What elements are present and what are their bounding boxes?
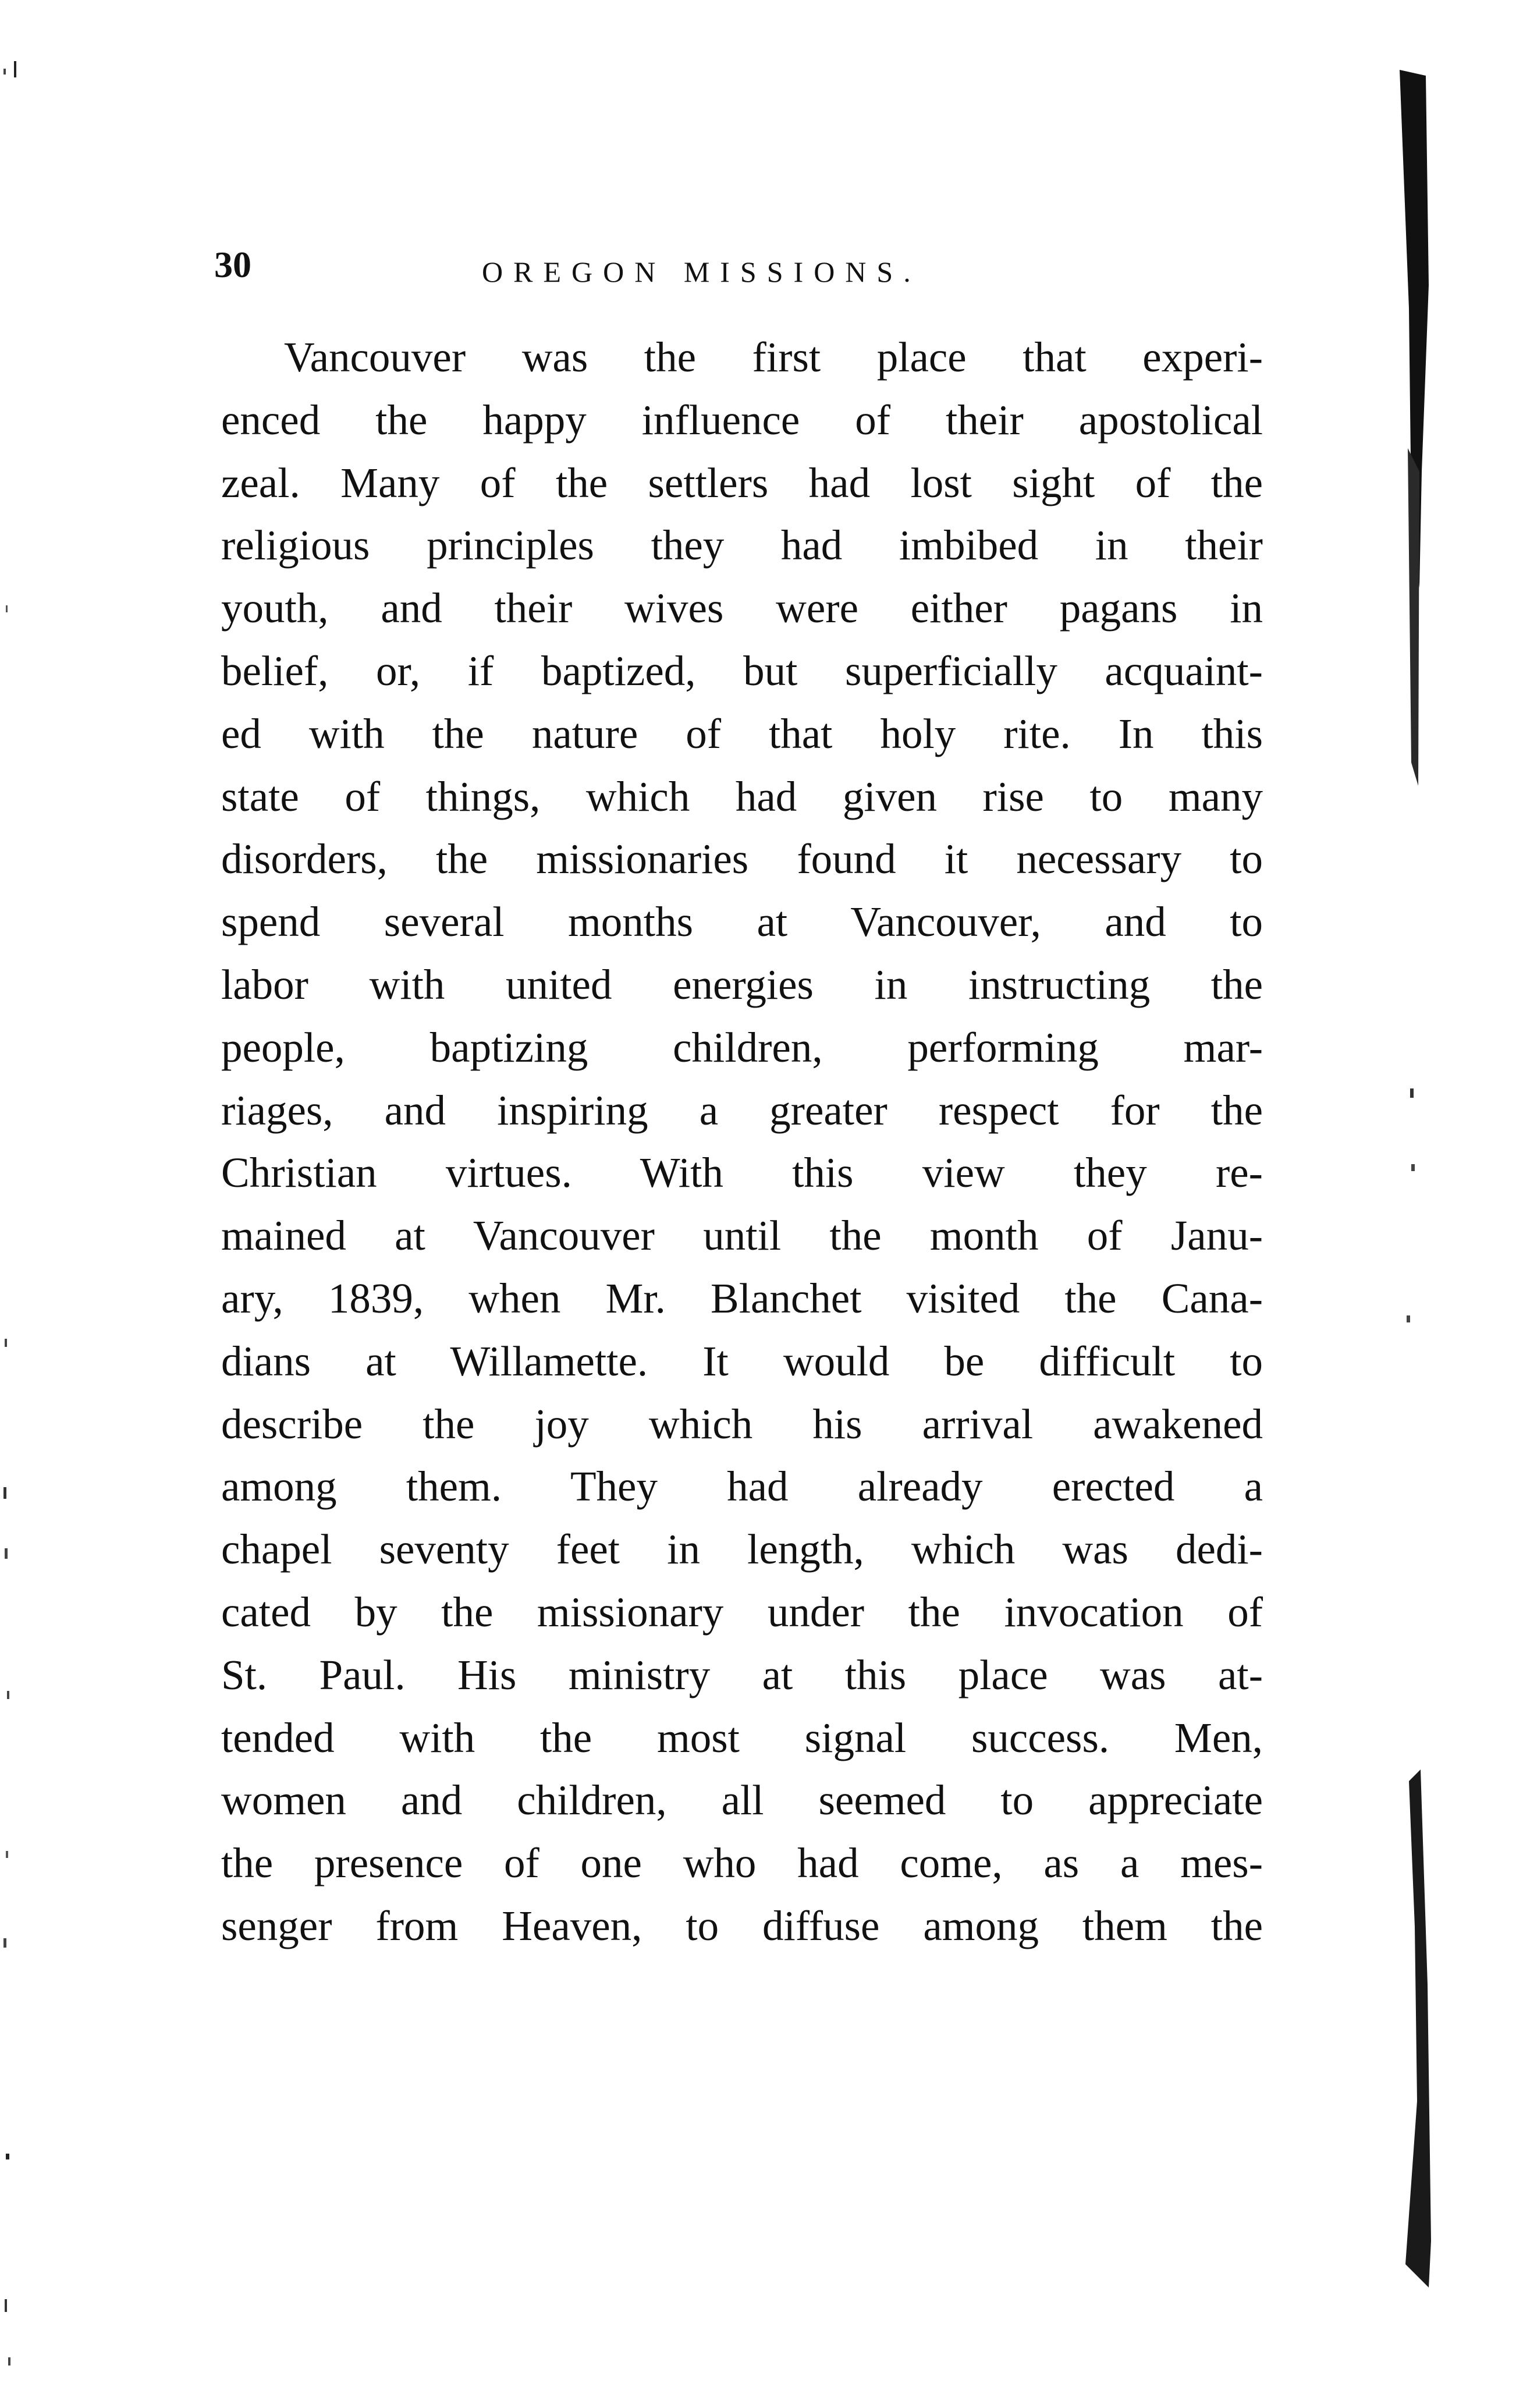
text-line: senger from Heaven, to diffuse among them the <box>221 1902 1263 1949</box>
text-line: zeal. Many of the settlers had lost sight of the <box>221 459 1263 506</box>
text-line: chapel seventy feet in length, which was dedi- <box>221 1526 1263 1573</box>
text-line: labor with united energies in instructing the <box>221 960 1263 1008</box>
text-line: ed with the nature of that holy rite. In this <box>221 710 1263 757</box>
text-line: ary, 1839, when Mr. Blanchet visited the Cana- <box>221 1274 1263 1322</box>
text-line: spend several months at Vancouver, and to <box>221 898 1263 946</box>
scan-edge-right <box>1394 64 1437 2311</box>
text-line: riages, and inspiring a greater respect for the <box>221 1086 1263 1134</box>
text-line: describe the joy which his arrival awakened <box>221 1400 1263 1448</box>
text-line: Christian virtues. With this view they re- <box>221 1149 1263 1197</box>
text-line: St. Paul. His ministry at this place was at- <box>221 1651 1263 1698</box>
body-text <box>221 326 1263 1957</box>
text-line: enced the happy influence of their apostolical <box>221 396 1263 444</box>
text-line: women and children, all seemed to appreciate <box>221 1776 1263 1824</box>
text-line: the presence of one who had come, as a mes- <box>221 1839 1263 1887</box>
text-line: cated by the missionary under the invocation of <box>221 1588 1263 1636</box>
text-line: religious principles they had imbibed in their <box>221 522 1263 569</box>
text-line: youth, and their wives were either pagans in <box>221 584 1263 632</box>
text-line: people, baptizing children, performing mar- <box>221 1023 1263 1071</box>
text-line: among them. They had already erected a <box>221 1463 1263 1510</box>
text-line: disorders, the missionaries found it necessary to <box>221 835 1263 883</box>
text-line: Vancouver was the first place that experi- <box>284 334 1263 381</box>
text-line: mained at Vancouver until the month of Janu- <box>221 1212 1263 1260</box>
scan-edge-left <box>0 0 23 2405</box>
running-head-title: OREGON MISSIONS. <box>482 256 921 288</box>
text-line: state of things, which had given rise to many <box>221 772 1263 820</box>
text-line: belief, or, if baptized, but superficially acquaint- <box>221 647 1263 694</box>
page-number: 30 <box>214 244 251 285</box>
running-header <box>214 233 1262 297</box>
text-line: dians at Willamette. It would be difficult to <box>221 1337 1263 1385</box>
text-line: tended with the most signal success. Men, <box>221 1714 1263 1761</box>
